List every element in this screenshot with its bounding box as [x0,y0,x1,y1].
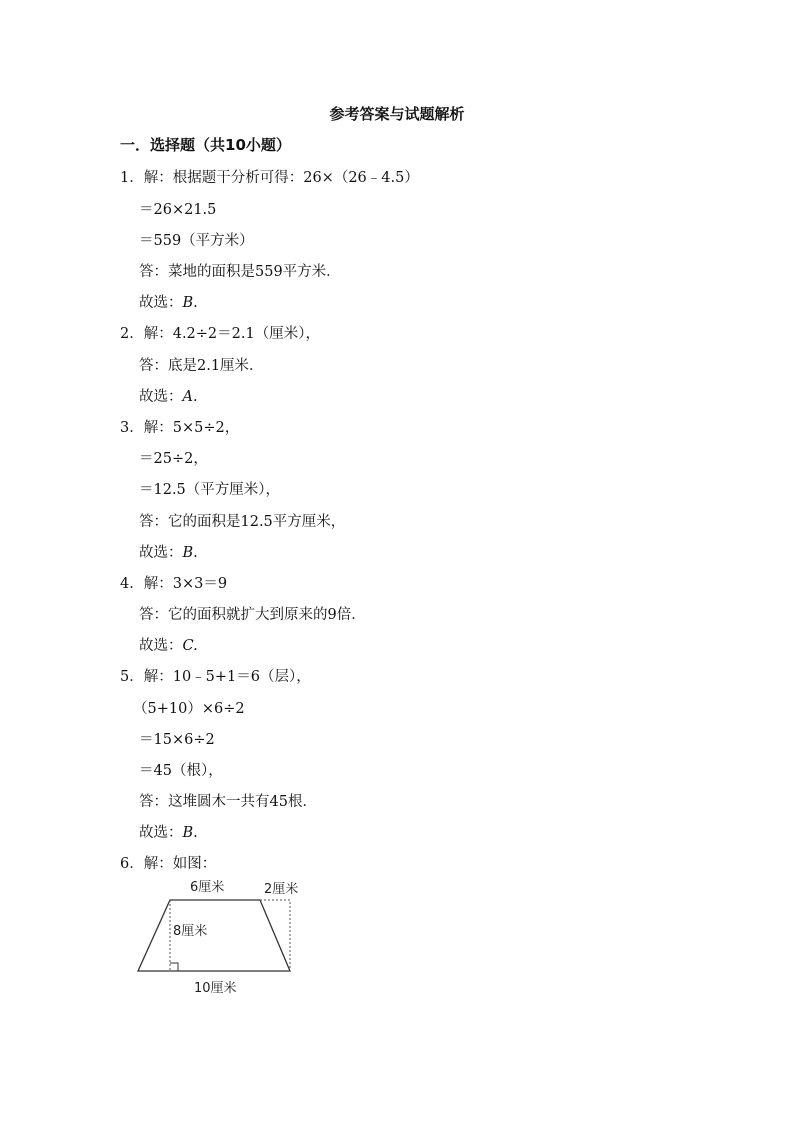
q4-selection [139,634,198,655]
q5-line-2: （5+10）×6÷2 [133,701,245,717]
top-base-label: 6厘米 [190,880,225,895]
q3-line-3: ＝12.5（平方厘米）， [139,482,281,498]
selection-answer: B. [182,545,198,561]
selection-answer: B. [182,295,198,311]
bottom-base-label: 10厘米 [194,981,237,996]
q3-line-2: ＝25÷2， [139,451,208,467]
selection-answer: C. [182,638,198,654]
q3-line-1: 3．解：5×5÷2， [120,420,240,436]
side-width-label: 2厘米 [264,882,299,897]
selection-prefix: 故选： [139,545,183,561]
q5-line-1: 5．解：10﹣5+1＝6（层）， [120,669,311,685]
q4-line-2: 答：它的面积就扩大到原来的9倍． [139,607,366,623]
q4-line-1: 4．解：3×3＝9 [120,576,228,592]
q1-line-2: ＝26×21.5 [139,202,217,218]
q3-selection [139,541,198,562]
selection-answer: B. [182,825,198,841]
q2-line-1: 2．解：4.2÷2＝2.1（厘米）， [120,326,320,342]
q1-line-3: ＝559（平方米） [139,233,254,249]
q5-line-3: ＝15×6÷2 [139,732,215,748]
section-heading: 一．选择题（共10小题） [120,136,291,154]
q5-selection [139,821,198,842]
q2-selection [139,385,198,406]
page-title: 参考答案与试题解析 [329,105,465,123]
q1-line-1: 1．解：根据题干分析可得：26×（26﹣4.5） [120,170,419,186]
q6-line-1: 6．解：如图： [120,856,217,872]
right-angle-mark [170,963,178,971]
height-label: 8厘米 [173,924,208,939]
selection-prefix: 故选： [139,295,183,311]
selection-prefix: 故选： [139,638,183,654]
trapezoid-shape [138,900,290,971]
q3-line-4: 答：它的面积是12.5平方厘米， [139,514,346,530]
q5-line-5: 答：这堆圆木一共有45根． [139,794,317,810]
q2-line-2: 答：底是2.1厘米． [139,358,264,374]
selection-prefix: 故选： [139,825,183,841]
q1-line-4: 答：菜地的面积是559平方米． [139,264,341,280]
q5-line-4: ＝45（根）， [139,763,223,779]
q1-selection [139,291,198,312]
selection-answer: A. [182,389,198,405]
selection-prefix: 故选： [139,389,183,405]
trapezoid-figure [128,872,308,1000]
